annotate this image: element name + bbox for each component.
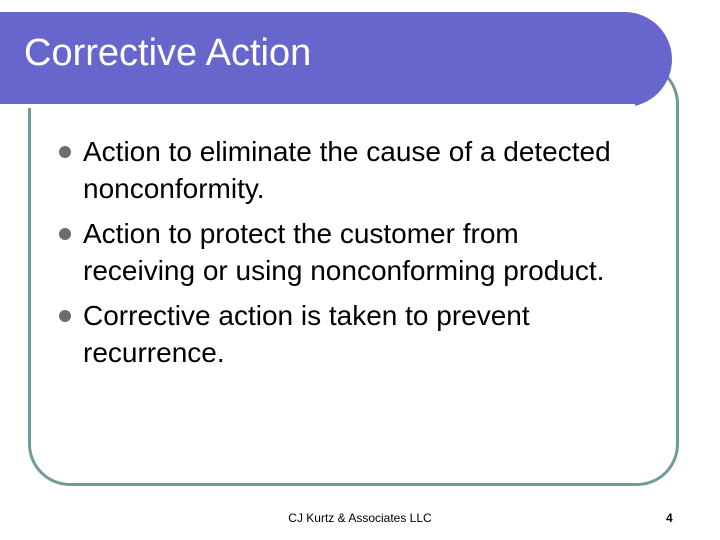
bullet-item <box>56 297 616 371</box>
bullet-text: Action to eliminate the cause of a detected nonconformity. <box>83 136 611 204</box>
bullet-text: Corrective action is taken to prevent recurrence. <box>83 300 530 368</box>
bullet-dot-icon <box>59 228 71 240</box>
bullet-list <box>56 133 616 379</box>
bullet-item <box>56 215 616 289</box>
title-underline <box>0 104 635 108</box>
bullet-text: Action to protect the customer from receiving or using nonconforming product. <box>83 218 605 286</box>
bullet-item <box>56 133 616 207</box>
page-number: 4 <box>666 511 673 525</box>
bullet-dot-icon <box>59 310 71 322</box>
bullet-dot-icon <box>59 146 71 158</box>
footer-company: CJ Kurtz & Associates LLC <box>288 511 432 525</box>
slide-title: Corrective Action <box>24 32 312 74</box>
